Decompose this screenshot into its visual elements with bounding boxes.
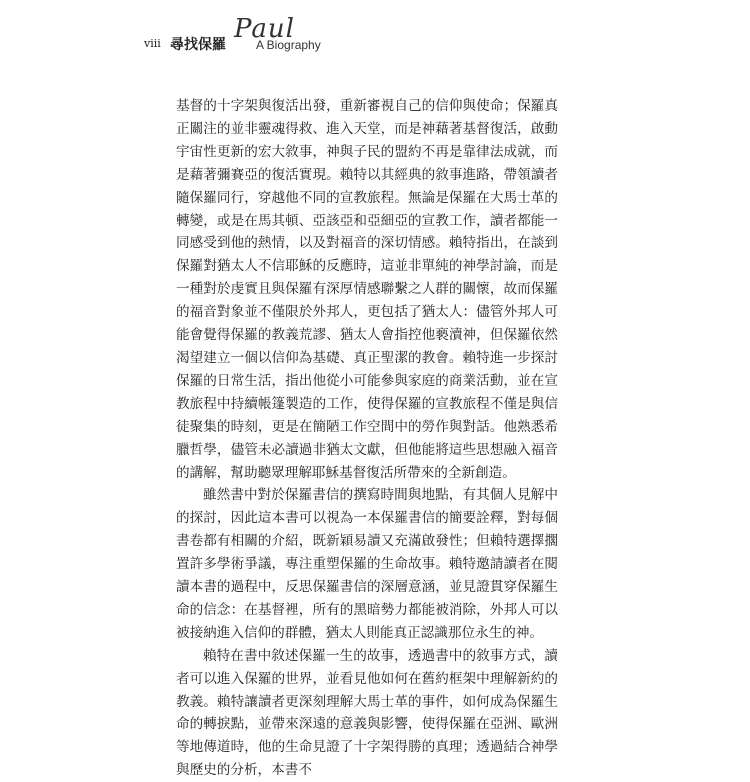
script-title-logo: Paul [234,14,295,44]
paragraph: 雖然書中對於保羅書信的撰寫時間與地點，有其個人見解中的探討，因此這本書可以視為一本保羅書信的簡要詮釋，對每個書卷都有相關的介紹，既新穎易讀又充滿啟發性；但賴特選擇擱置許多學術爭議，專注重塑保羅的生命故事。賴特邀請讀者在閱讀本書的過程中，反思保羅書信的深層意涵，並見證貫穿保羅生命的信念：在基督裡，所有的黑暗勢力都能被消除，外邦人可以被接納進入信仰的群體，猶太人則能真正認識那位永生的神。 [176,487,558,641]
book-title: 尋找保羅 [170,37,226,53]
body-text [176,95,558,782]
paragraph: 賴特在書中敘述保羅一生的故事，透過書中的敘事方式，讀者可以進入保羅的世界，並看見他如何在舊約框架中理解新約的教義。賴特讓讀者更深刻理解大馬士革的事件，如何成為保羅生命的轉捩點，並帶來深遠的意義與影響，使得保羅在亞洲、歐洲等地傳道時，他的生命見證了十字架得勝的真理；透過結合神學與歷史的分析，本書不 [176,647,558,779]
book-subtitle: A Biography [256,38,321,52]
page-number: viii [144,37,161,50]
paragraph: 基督的十字架與復活出發，重新審視自己的信仰與使命；保羅真正關注的並非靈魂得救、進入天堂，而是神藉著基督復活，啟動宇宙性更新的宏大敘事，神與子民的盟約不再是靠律法成就，而是藉著彌賽亞的復活實現。賴特以其經典的敘事進路，帶領讀者隨保羅同行，穿越他不同的宣教旅程。無論是保羅在大馬士革的轉變，或是在馬其頓、亞該亞和亞細亞的宣教工作，讀者都能一同感受到他的熱情，以及對福音的深切情感。賴特指出，在談到保羅對猶太人不信耶穌的反應時，這並非單純的神學討論，而是一種對於虔實且與保羅有深厚情感聯繫之人群的關懷，故而保羅的福音對象並不僅限於外邦人，更包括了猶太人：儘管外邦人可能會覺得保羅的教義荒謬、猶太人會指控他褻瀆神，但保羅依然渴望建立一個以信仰為基礎、真正聖潔的教會。賴特進一步探討保羅的日常生活，指出他從小可能參與家庭的商業活動，並在宣教旅程中持續帳篷製造的工作，使得保羅的宣教旅程不僅是與信徒聚集的時刻，更是在簡陋工作空間中的勞作與對話。他熟悉希臘哲學，儘管未必讀過非猶太文獻，但他能將這些思想融入福音的講解，幫助聽眾理解耶穌基督復活所帶來的全新創造。 [176,98,558,481]
